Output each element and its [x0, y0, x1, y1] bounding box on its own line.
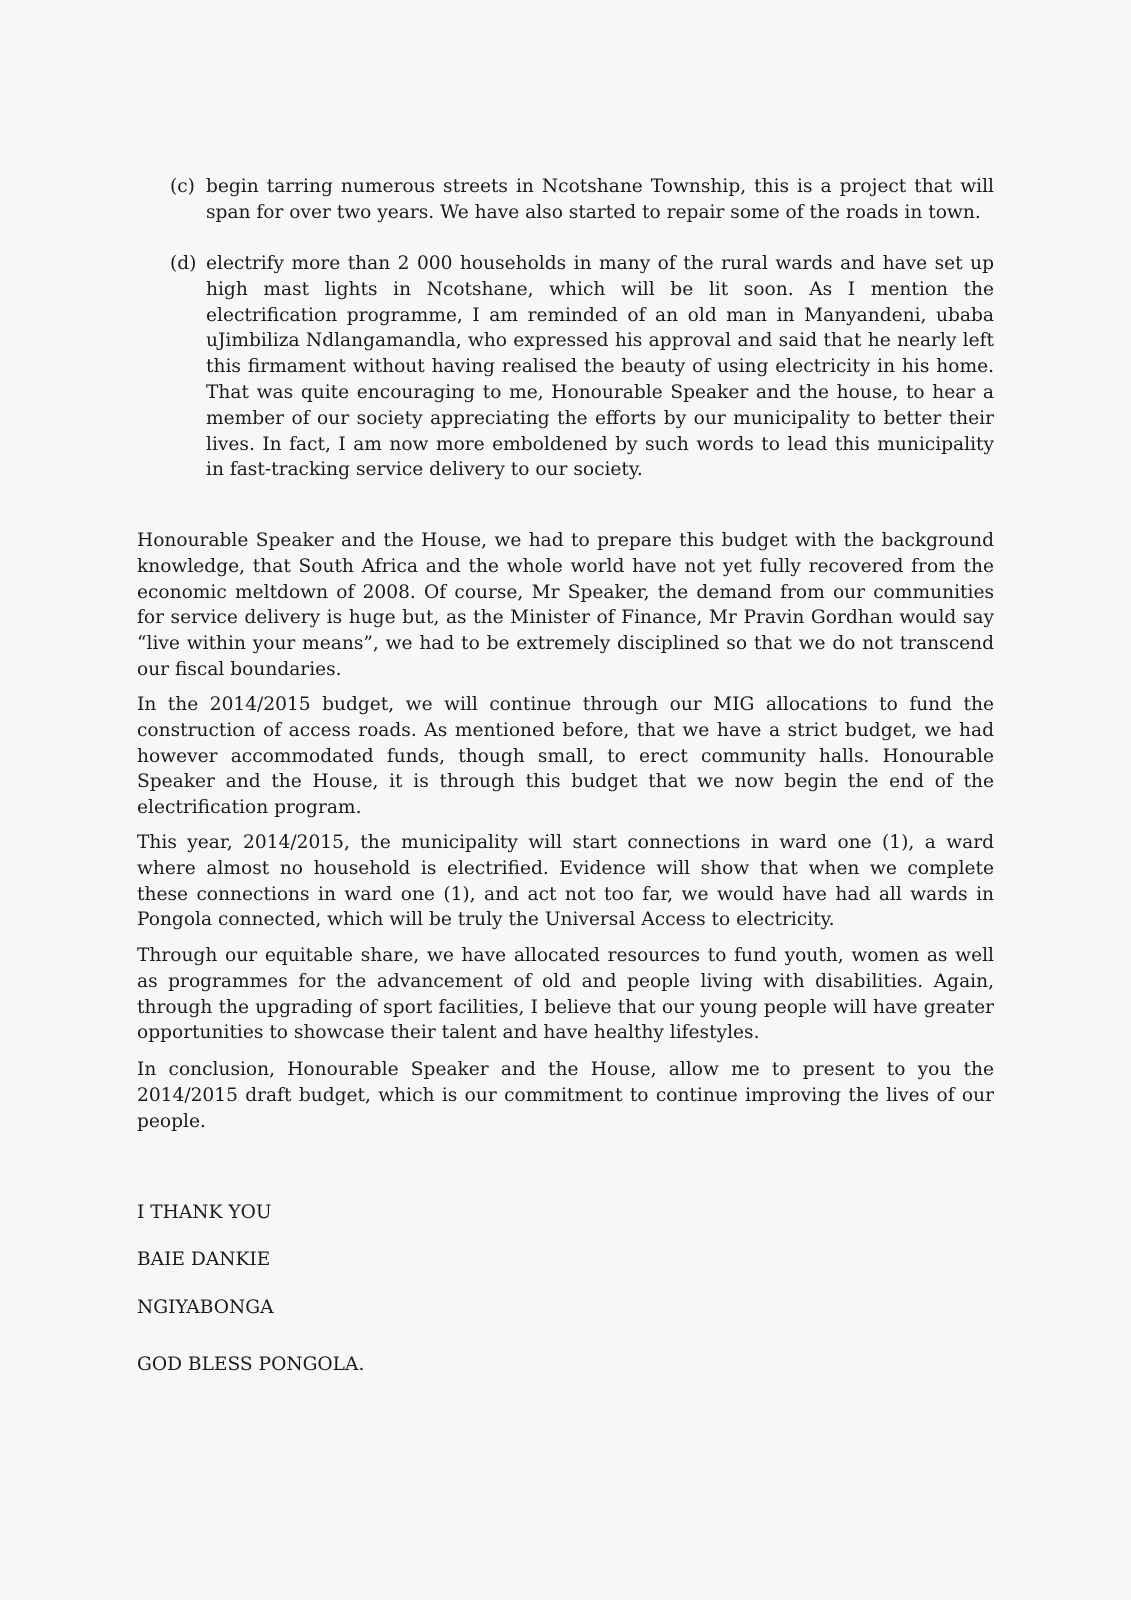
paragraph: Through our equitable share, we have allocated resources to fund youth, women as well as programmes for the advancement of old and people living with disabilities. Again, through the upgrading of sport facilities, I believe that our young people will have greater opportunities to showcase their talent and have healthy lifestyles. [137, 945, 994, 1044]
list-item-text: electrify more than 2 000 households in many of the rural wards and have set up high mast lights in Ncotshane, which will be lit soon. As I mention the electrification programme, I am reminded of an old man in Manyandeni, ubaba uJimbiliza Ndlangamandla, who expressed his approval and said that he nearly left this firmament without having realised the beauty of using electricity in his home. That was quite encouraging to me, Honourable Speaker and the house, to hear a member of our society appreciating the efforts by our municipality to better their lives. In fact, I am now more emboldened by such words to lead this municipality in fast-tracking service delivery to our society. [206, 253, 994, 481]
paragraph: Honourable Speaker and the House, we had to prepare this budget with the background knowledge, that South Africa and the whole world have not yet fully recovered from the economic meltdown of 2008. Of course, Mr Speaker, the demand from our communities for service delivery is huge but, as the Minister of Finance, Mr Pravin Gordhan would say “live within your means”, we had to be extremely disciplined so that we do not transcend our fiscal boundaries. [137, 530, 994, 680]
list-item-d [170, 251, 994, 483]
paragraph-equitable-share [137, 943, 994, 1046]
closing-ngiyabonga: NGIYABONGA [137, 1297, 274, 1318]
closing-baie-dankie: BAIE DANKIE [137, 1249, 271, 1270]
list-item-c [170, 174, 994, 226]
list-marker: (d) [170, 253, 197, 274]
closing-blessing: GOD BLESS PONGOLA. [137, 1354, 365, 1375]
list-item [170, 174, 994, 226]
paragraph: In conclusion, Honourable Speaker and the House, allow me to present to you the 2014/2015 draft budget, which is our commitment to continue improving the lives of our people. [137, 1059, 994, 1132]
paragraph-ward-one [137, 830, 994, 933]
list-marker: (c) [170, 176, 195, 197]
paragraph-budget-background [137, 528, 994, 683]
paragraph-conclusion [137, 1057, 994, 1134]
list-item [170, 251, 994, 483]
paragraph-2014-budget [137, 692, 994, 821]
closing-thank-you: I THANK YOU [137, 1202, 272, 1223]
list-item-text: begin tarring numerous streets in Ncotshane Township, this is a project that will span for over two years. We have also started to repair some of the roads in town. [206, 176, 994, 223]
paragraph: This year, 2014/2015, the municipality will start connections in ward one (1), a ward where almost no household is electrified. Evidence will show that when we complete these connections in ward one (1), and act not too far, we would have had all wards in Pongola connected, which will be truly the Universal Access to electricity. [137, 832, 994, 931]
paragraph: In the 2014/2015 budget, we will continue through our MIG allocations to fund the construction of access roads. As mentioned before, that we have a strict budget, we had however accommodated funds, though small, to erect community halls. Honourable Speaker and the House, it is through this budget that we now begin the end of the electrification program. [137, 694, 994, 819]
